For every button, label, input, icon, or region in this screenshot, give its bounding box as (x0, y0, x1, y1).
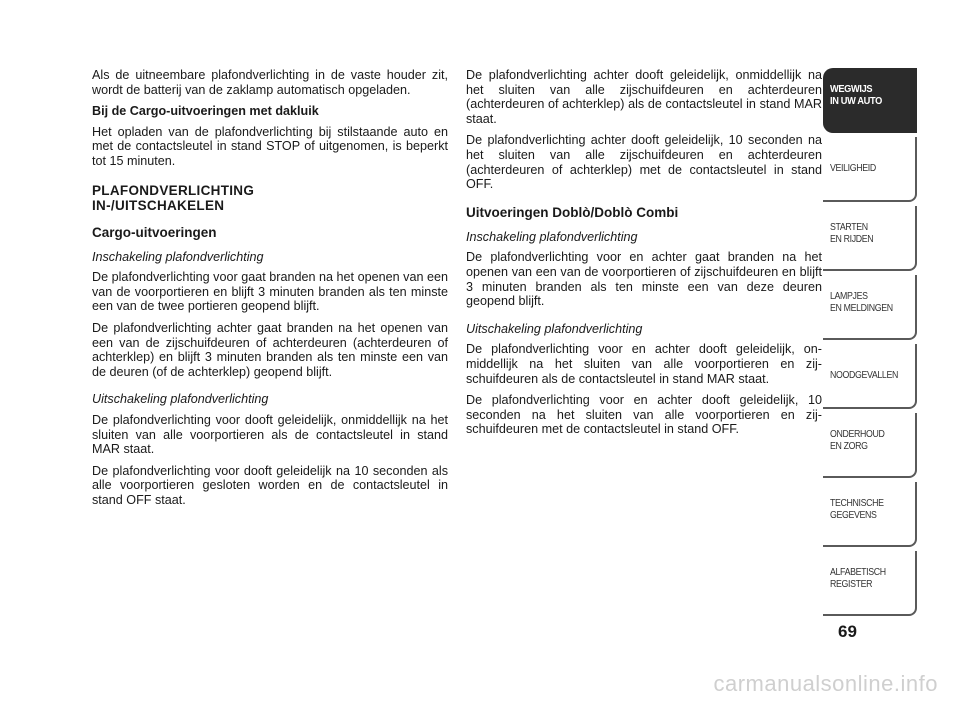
right-column (466, 68, 822, 444)
tab-label: STARTEN EN RIJDEN (830, 222, 874, 245)
left-column (92, 68, 448, 514)
tab-veiligheid[interactable] (823, 137, 917, 202)
paragraph: De plafondverlichting voor dooft geleidelijk, onmiddellijk na het sluiten van alle voorportieren als de contactsleutel in stand MAR staat. (92, 412, 448, 457)
section-heading-line2: IN-/UITSCHAKELEN (92, 197, 225, 213)
tab-label: ALFABETISCH REGISTER (830, 567, 886, 590)
tab-label: NOODGEVALLEN (830, 370, 898, 381)
paragraph: Het opladen van de plafondverlichting bij stilstaande auto en met de contactsleutel in stand STOP of uitgenomen, is beperkt tot 15 minuten. (92, 124, 448, 168)
tab-label: ONDERHOUD EN ZORG (830, 429, 885, 452)
paragraph: De plafondverlichting voor gaat branden na het openen van een van de voorportieren en blijft 3 minuten branden als ten minste een van de twee portieren geopend blijft. (92, 270, 448, 314)
subsection-heading-doblo: Uitvoeringen Doblò/Doblò Combi (466, 204, 679, 220)
section-heading-line1: PLAFONDVERLICHTING (92, 182, 255, 198)
tab-label: TECHNISCHE GEGEVENS (830, 498, 884, 521)
paragraph: De plafondverlichting voor en achter dooft geleidelijk, 10 seconden na het sluiten van alle voorportieren en zijschuifdeuren met de contactsleutel in stand OFF. (466, 393, 822, 437)
tab-lampjes[interactable] (823, 275, 917, 340)
tab-label: LAMPJES EN MELDINGEN (830, 291, 893, 314)
page-number: 69 (838, 622, 857, 641)
tab-starten[interactable] (823, 206, 917, 271)
chapter-nav (823, 68, 917, 620)
tab-technische[interactable] (823, 482, 917, 547)
tab-label: VEILIGHEID (830, 163, 876, 174)
tab-noodgevallen[interactable] (823, 344, 917, 409)
paragraph: De plafondverlichting voor en achter gaat branden na het openen van een van de voorportieren of zijschuifdeuren en blijft 3 minuten branden als ten minste een van deze deuren geopend blijft. (466, 250, 822, 309)
watermark: carmanualsonline.info (713, 671, 938, 696)
italic-heading-off: Uitschakeling plafondverlichting (466, 321, 643, 336)
paragraph: De plafondverlichting voor dooft geleidelijk na 10 seconden als alle voorportieren gesloten worden en de contactsleutel in stand OFF staat. (92, 463, 448, 507)
paragraph: Als de uitneembare plafondverlichting in de vaste houder zit, wordt de batterij van de zaklamp automatisch opgeladen. (92, 68, 448, 97)
tab-wegwijs[interactable] (823, 68, 917, 133)
paragraph: De plafondverlichting achter dooft geleidelijk, onmiddellijk na het sluiten van alle zijschuifdeuren en achterdeuren (achterdeuren of achterklep) als de contactsleutel in stand MAR staat. (466, 68, 822, 126)
tab-alfabetisch[interactable] (823, 551, 917, 616)
tab-onderhoud[interactable] (823, 413, 917, 478)
paragraph: De plafondverlichting achter dooft geleidelijk, 10 seconden na het sluiten van alle zijschuifdeuren en achterdeuren (achterdeuren of achterklep) met de contactsleutel in stand OFF. (466, 133, 822, 192)
paragraph: De plafondverlichting voor en achter dooft geleidelijk, onmiddellijk na het sluiten van alle voorportieren en zijschuifdeuren als de contactsleutel in stand MAR staat. (466, 342, 822, 386)
paragraph: De plafondverlichting achter gaat branden na het openen van een van de zijschuifdeuren of achterdeuren (achterdeuren of achterklep) en blijft 3 minuten branden als ten minste een van de deuren (of de achterklep) geopend blijft. (92, 320, 448, 379)
tab-label: WEGWIJS IN UW AUTO (830, 83, 882, 107)
section-heading (92, 183, 448, 213)
subsection-heading-cargo: Cargo-uitvoeringen (92, 224, 217, 240)
italic-heading-off: Uitschakeling plafondverlichting (92, 392, 269, 407)
italic-heading-on: Inschakeling plafondverlichting (92, 249, 264, 264)
italic-heading-on: Inschakeling plafondverlichting (466, 229, 638, 244)
subheading-cargo-roof: Bij de Cargo-uitvoeringen met dakluik (92, 104, 319, 119)
